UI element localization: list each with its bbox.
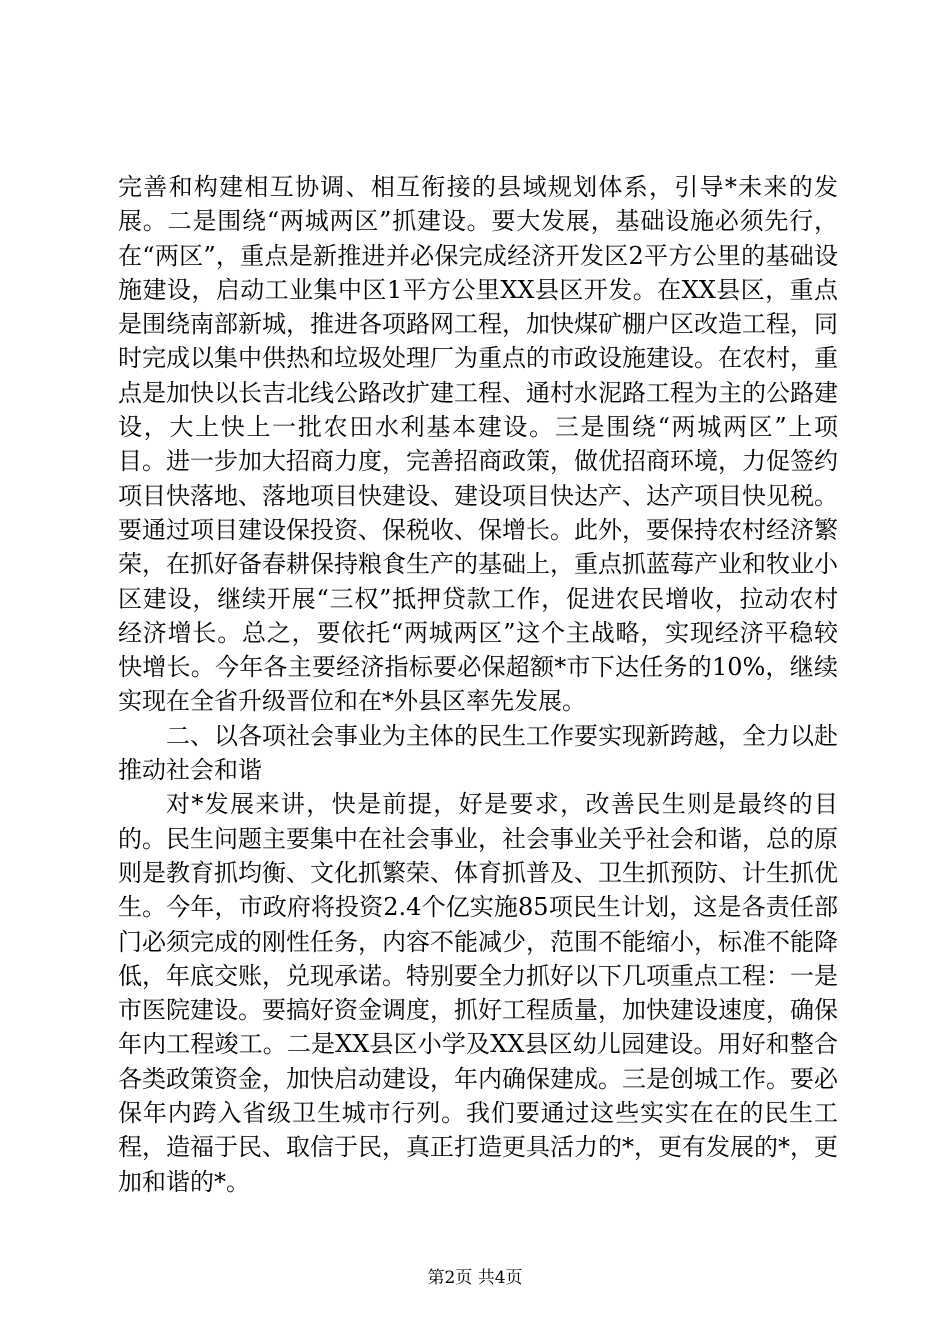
paragraph-planning-construction: 完善和构建相互协调、相互衔接的县域规划体系，引导*未来的发展。二是围绕“两城两区”抓建设。要大发展，基础设施必须先行，在“两区”，重点是新推进并必保完成经济开发区2平方公里的基础设施建设，启动工业集中区1平方公里XX县区开发。在XX县区，重点是围绕南部新城，推进各项路网工程，加快煤矿棚户区改造工程，同时完成以集中供热和垃圾处理厂为重点的市政设施建设。在农村，重点是加快以长吉北线公路改扩建工程、通村水泥路工程为主的公路建设，大上快上一批农田水利基本建设。三是围绕“两城两区”上项目。进一步加大招商力度，完善招商政策，做优招商环境，力促签约项目快落地、落地项目快建设、建设项目快达产、达产项目快见税。要通过项目建设保投资、保税收、保增长。此外，要保持农村经济繁荣，在抓好备春耕保持粮食生产的基础上，重点抓蓝莓产业和牧业小区建设，继续开展“三权”抵押贷款工作，促进农民增收，拉动农村经济增长。总之，要依托“两城两区”这个主战略，实现经济平稳较快增长。今年各主要经济指标要必保超额*市下达任务的10%，继续实现在全省升级晋位和在*外县区率先发展。 — [118, 173, 838, 716]
document-body — [118, 170, 838, 1199]
paragraph-livelihood-projects: 对*发展来讲，快是前提，好是要求，改善民生则是最终的目的。民生问题主要集中在社会事业，社会事业关乎社会和谐，总的原则是教育抓均衡、文化抓繁荣、体育抓普及、卫生抓预防、计生抓优生。今年，市政府将投资2.4个亿实施85项民生计划，这是各责任部门必须完成的刚性任务，内容不能减少，范围不能缩小，标准不能降低，年底交账，兑现承诺。特别要全力抓好以下几项重点工程：一是市医院建设。要搞好资金调度，抓好工程质量，加快建设速度，确保年内工程竣工。二是XX县区小学及XX县区幼儿园建设。用好和整合各类政策资金，加快启动建设，年内确保建成。三是创城工作。要必保年内跨入省级卫生城市行列。我们要通过这些实实在在的民生工程，造福于民、取信于民，真正打造更具活力的*，更有发展的*，更加和谐的*。 — [118, 790, 838, 1196]
page-footer — [0, 1266, 950, 1290]
page-number: 第2页 共4页 — [427, 1268, 523, 1288]
section-heading-livelihood: 二、以各项社会事业为主体的民生工作要实现新跨越，全力以赴推动社会和谐 — [118, 721, 838, 785]
